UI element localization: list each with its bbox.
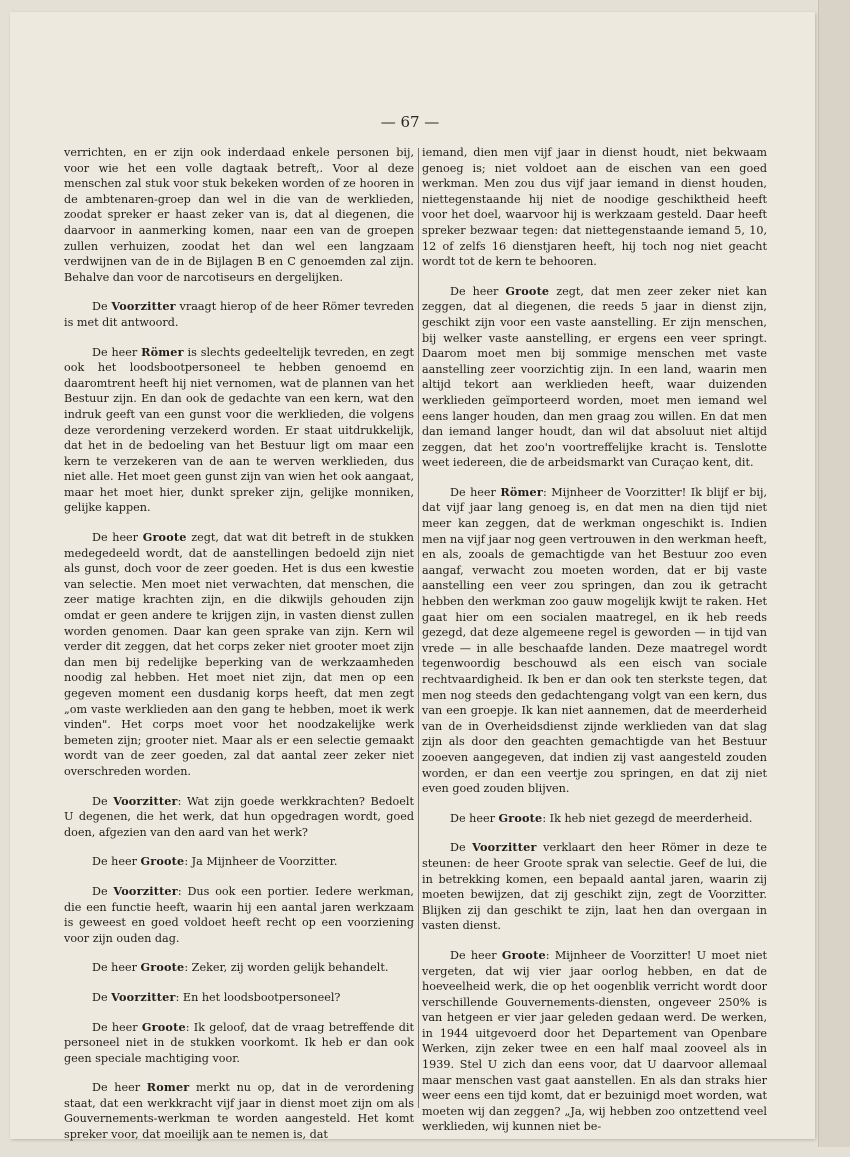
paragraph xyxy=(64,530,414,780)
speaker-prefix: De heer xyxy=(92,1081,147,1095)
speaker-name: Voorzitter xyxy=(113,793,178,808)
paragraph-text: zegt, dat men zeer zeker niet kan zeggen, dat al diegenen, die reeds 5 jaar in dienst zijn, geschikt zijn voor een vaste aanstelling. Er zijn menschen, bij welker vaste aanstelling, er ergens een veer springt. Daarom moet men bij sommige menschen met vaste aanstelling zeer voorzichtig zijn. In een land, waarin men altijd tekort aan werklieden heeft, waar duizenden werklieden geïmporteerd worden, moet men iemand wel eens langer houden, dan men graag zou willen. En dat men dan iemand langer houdt, dan wil dat absoluut niet altijd zeggen, dat het zoo'n voortreffelijke kracht is. Tenslotte weet iedereen, die de arbeidsmarkt van Curaçao kent, dit. xyxy=(422,284,768,470)
paragraph-text: merkt nu op, dat in de verordening staat, dat een werkkracht vijf jaar in dienst moet zijn om als Gouvernements-werkman te worden aangesteld. Het komt spreker voor, dat moeilijk aan te nemen is, dat xyxy=(64,1081,415,1142)
speaker-name: Groote xyxy=(501,947,546,962)
speaker-name: Groote xyxy=(505,283,550,298)
left-column xyxy=(64,145,414,1157)
paragraph xyxy=(422,485,767,797)
speaker-prefix: De xyxy=(92,794,114,808)
speaker-name: Groote xyxy=(498,810,543,825)
paragraph-text: : Mijnheer de Voorzitter! Ik blijf er bij, dat vijf jaar lang genoeg is, en dat men na dien tijd niet meer kan zeggen, dat de werkman ongeschikt is. Indien men na vijf jaar nog geen vertrouwen in den werkman heeft, en als, zooals de gemachtigde van het Bestuur zoo even aangaf, verwacht zou moeten worden, dat er bij vaste aanstelling een veer zou springen, dan zou ik getracht hebben den werkman zoo gauw mogelijk kwijt te raken. Het gaat hier om een socialen maatregel, en ik heb reeds gezegd, dat deze algemeene regel is geworden — in tijd van vrede — in alle beschaafde landen. Deze maatregel wordt tegenwoordig beschouwd als een eisch van sociale rechtvaardigheid. Ik ben er dan ook ten sterkste tegen, dat men nog steeds den gedachtengang volgt van een kern, dus van een groepje. Ik kan niet aannemen, dat de meerderheid van de in Overheidsdienst zijnde werklieden van dat slag zijn als door den geachten gemachtigde van het Bestuur zooeven aangegeven, dat indien zij vast aangesteld zouden worden, er dan een veertje zou springen, en dat zij niet even goed zouden blijven. xyxy=(422,485,767,796)
paragraph xyxy=(64,299,414,330)
paragraph-text: verklaart den heer Römer in deze te steunen: de heer Groote sprak van selectie. Geef de lui, die in betrekking komen, een bepaald aantal jaren, waarin zij moeten bewijzen, dat zij geschikt zijn, zegt de Voorzitter. Blijken zij dan geschikt te zijn, laat hen dan overgaan in vasten dienst. xyxy=(422,841,767,933)
paragraph-text: zegt, dat wat dit betreft in de stukken medegedeeld wordt, dat de aanstellingen bedoeld zijn niet als gunst, doch voor de zeer goeden. Het is dus een kwestie van selectie. Men moet niet verwachten, dat menschen, die zeer matige krachten zijn, en die dikwijls gehouden zijn omdat er geen andere te krijgen zijn, in vasten dienst zullen worden genomen. Daar kan geen sprake van zijn. Kern wil verder dit zeggen, dat het corps zeker niet grooter moet zijn dan men bij redelijke beperking van de werkzaamheden noodig zal hebben. Het moet niet zijn, dat men op een gegeven moment een dusdanig korps heeft, dat men zegt „om vaste werklieden aan den gang te hebben, moet ik werk vinden". Het corps moet voor het noodzakelijke werk bemeten zijn; grooter niet. Maar als er een selectie gemaakt wordt van de zeer goeden, zal dat aantal zeer zeker niet overschreden worden. xyxy=(64,531,415,778)
speaker-prefix: De xyxy=(450,841,473,855)
paragraph-text: : Mijnheer de Voorzitter! U moet niet vergeten, dat wij vier jaar oorlog hebben, en dat de hoeveelheid werk, die op het oogenblik verricht wordt door verschillende Gouvernements-diensten, ongeveer 250% is van hetgeen er vier jaar geleden gedaan werd. De werken, in 1944 uitgevoerd door het Departement van Openbare Werken, zijn zeker twee en een half maal zooveel als in 1939. Stel U zich dan eens voor, dat U daarvoor allemaal maar menschen vast gaat aanstellen. En als dan straks hier weer eens een tijd komt, dat er bezuinigd moet worden, wat moeten wij dan zeggen? „Ja, wij hebben zoo ontzettend veel werklieden, wij kunnen niet be- xyxy=(422,948,768,1134)
speaker-name: Voorzitter xyxy=(472,840,537,855)
speaker-prefix: De heer xyxy=(450,948,502,962)
right-column xyxy=(422,145,767,1149)
speaker-name: Römer xyxy=(500,484,543,499)
paragraph xyxy=(64,854,414,870)
speaker-name: Groote xyxy=(141,1019,186,1034)
paragraph xyxy=(64,1020,414,1067)
paragraph xyxy=(422,840,767,934)
paragraph-text: verrichten, en er zijn ook inderdaad enkele personen bij, voor wie het een volle dagtaak betreft,. Voor al deze menschen zal stuk voor stuk bekeken worden of ze hooren in de ambtenaren-groep dan wel in die van de werklieden, zoodat spreker er haast zeker van is, dat al diegenen, die daarvoor in aanmerking komen, naar een van de groepen zullen verhuizen, zoodat het dan wel een langzaam verdwijnen van de in de Bijlagen B en C genoemden zal zijn. Behalve dan voor de narcotiseurs en dergelijken. xyxy=(64,146,414,284)
speaker-name: Groote xyxy=(142,530,187,545)
speaker-name: Voorzitter xyxy=(111,299,176,314)
paragraph xyxy=(422,948,767,1135)
speaker-name: Romer xyxy=(146,1080,190,1095)
column-divider xyxy=(418,148,419,1108)
speaker-prefix: De heer xyxy=(450,284,506,298)
speaker-prefix: De heer xyxy=(92,961,141,975)
paragraph xyxy=(64,884,414,946)
speaker-prefix: De heer xyxy=(450,485,501,499)
paragraph xyxy=(422,284,767,471)
paragraph-text: : Wat zijn goede werkkrachten? Bedoelt U degenen, die het werk, dat hun opgedragen wordt, goed doen, afgezien van den aard van het werk? xyxy=(64,794,414,839)
paragraph-text: vraagt hierop of de heer Römer tevreden is met dit antwoord. xyxy=(64,300,414,329)
speaker-prefix: De heer xyxy=(92,855,141,869)
paragraph xyxy=(64,1080,414,1142)
speaker-prefix: De heer xyxy=(450,811,499,825)
adjacent-page-edge xyxy=(818,0,850,1147)
paragraph-text: : Dus ook een portier. Iedere werkman, die een functie heeft, waarin hij een aantal jaren werkzaam is geweest en goed voldoet heeft recht op een voorziening voor zijn ouden dag. xyxy=(64,884,414,945)
paragraph-text: is slechts gedeeltelijk tevreden, en zegt ook het loodsbootpersoneel te hebben genoemd en daaromtrent heeft hij niet vernomen, wat de plannen van het Bestuur zijn. En dan ook de gedachte van een kern, wat den indruk geeft van een gunst voor die werklieden, die volgens deze verordening verzekerd worden. Er staat uitdrukkelijk, dat het in de bedoeling van het Bestuur ligt om maar een kern te verzekeren van de aan te werven werklieden, dus niet alle. Het moet geen gunst zijn van wien het ook aangaat, maar het moet hier, dunkt spreker zijn, gelijke monniken, gelijke kappen. xyxy=(64,345,414,515)
paragraph xyxy=(64,960,414,976)
speaker-name: Voorzitter xyxy=(113,883,178,898)
speaker-name: Voorzitter xyxy=(111,989,176,1004)
paragraph xyxy=(64,794,414,841)
speaker-prefix: De heer xyxy=(92,1020,142,1034)
speaker-prefix: De xyxy=(92,300,112,314)
speaker-prefix: De xyxy=(92,990,112,1004)
speaker-prefix: De heer xyxy=(92,345,142,359)
paragraph-text: iemand, dien men vijf jaar in dienst houdt, niet bekwaam genoeg is; niet voldoet aan de eischen van een goed werkman. Men zou dus vijf jaar iemand in dienst houden, niettegenstaande hij niet de noodige geschiktheid heeft voor het doel, waarvoor hij is werkzaam gesteld. Daar heeft spreker bezwaar tegen: dat niettegenstaande iemand 5, 10, 12 of zelfs 16 dienstjaren heeft, hij toch nog niet geacht wordt tot de kern te behooren. xyxy=(422,146,767,269)
paragraph xyxy=(422,811,767,827)
speaker-prefix: De heer xyxy=(92,531,143,545)
paragraph xyxy=(64,990,414,1006)
paragraph-text: : Ik geloof, dat de vraag betreffende dit personeel niet in de stukken voorkomt. Ik heb er dan ook geen speciale machtiging voor. xyxy=(64,1020,414,1065)
paragraph xyxy=(64,145,414,285)
speaker-prefix: De xyxy=(92,884,114,898)
paragraph-text: : Ik heb niet gezegd de meerderheid. xyxy=(542,811,753,825)
speaker-name: Römer xyxy=(141,344,184,359)
page-number: — 67 — xyxy=(380,113,440,131)
paragraph-text: : Ja Mijnheer de Voorzitter. xyxy=(184,855,338,869)
speaker-name: Groote xyxy=(140,854,185,869)
paragraph-text: : En het loodsbootpersoneel? xyxy=(175,990,341,1004)
speaker-name: Groote xyxy=(140,960,185,975)
paragraph xyxy=(422,145,767,270)
paragraph xyxy=(64,345,414,517)
paragraph-text: : Zeker, zij worden gelijk behandelt. xyxy=(184,961,389,975)
